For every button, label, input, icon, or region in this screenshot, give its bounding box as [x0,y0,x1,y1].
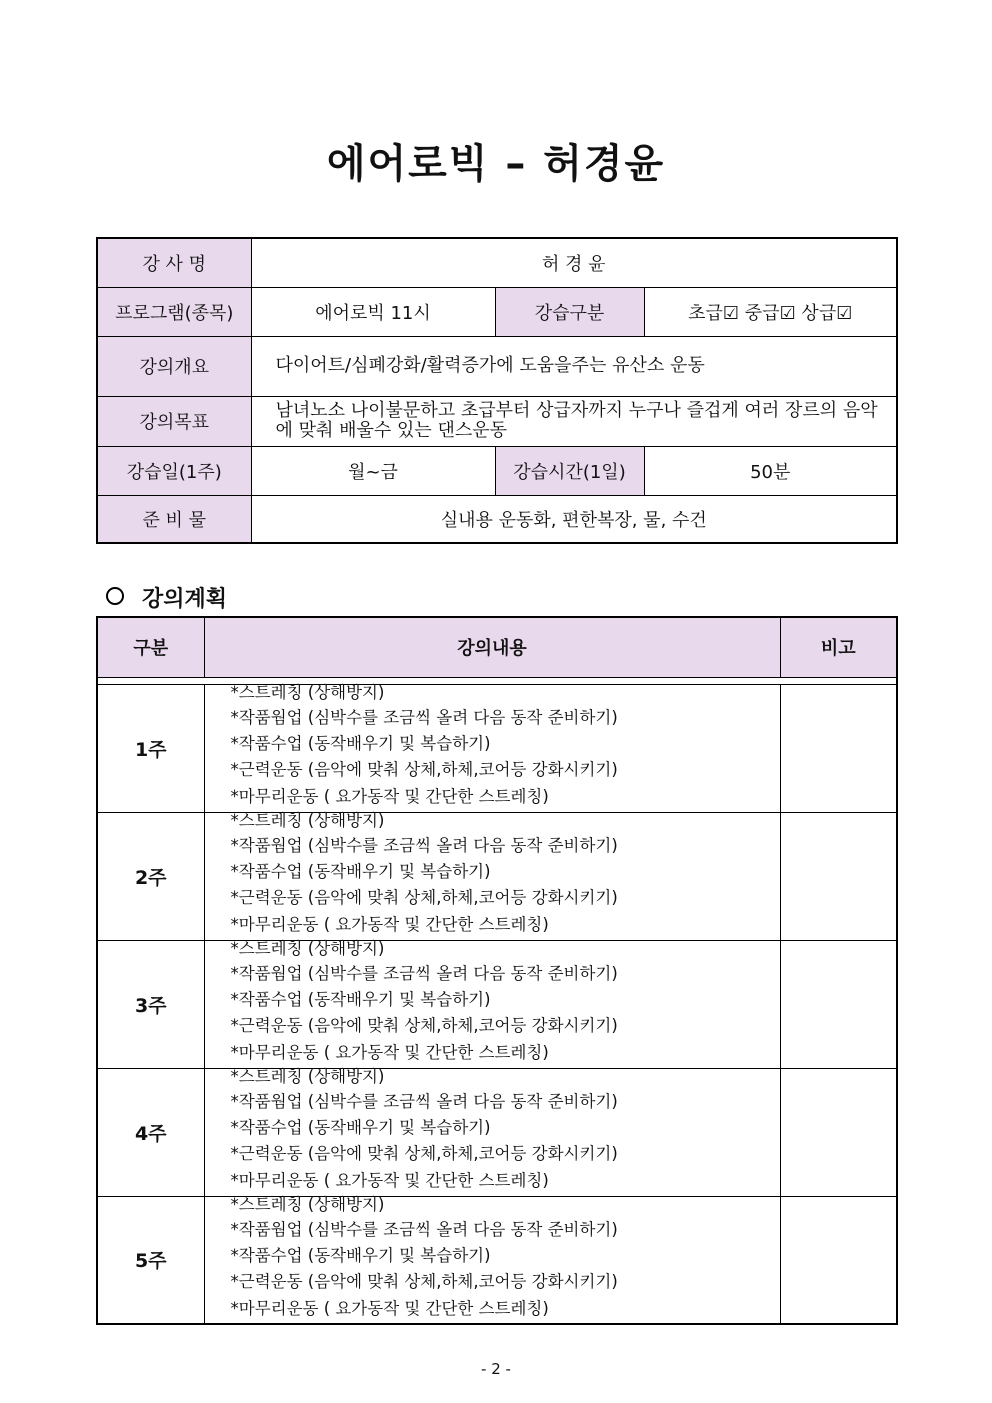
week-content [204,1068,780,1196]
list-item: *마무리운동 ( 요가동작 및 간단한 스트레칭) [230,1042,549,1062]
instructor-value: 허 경 윤 [251,238,897,287]
list-item: *스트레칭 (상해방지) [230,1066,385,1086]
week-note [780,684,897,812]
table-row [97,940,897,1068]
list-item: *작품웜업 (심박수를 조금씩 올려 다음 동작 준비하기) [230,963,618,983]
lecture-plan-table [96,616,898,1325]
week-note [780,1068,897,1196]
supplies-label: 준 비 물 [97,495,251,543]
header-spacer [97,677,897,684]
overview-value: 다이어트/심폐강화/활력증가에 도움을주는 유산소 운동 [251,336,897,396]
page-number: - 2 - [481,1360,511,1378]
program-label: 프로그램(종목) [97,287,251,336]
list-item: *근력운동 (음악에 맞춰 상체,하체,코어등 강화시키기) [230,760,618,780]
list-item: *스트레칭 (상해방지) [230,810,385,830]
week-label: 3주 [97,940,204,1068]
list-item: *근력운동 (음악에 맞춰 상체,하체,코어등 강화시키기) [230,1144,618,1164]
header-note: 비고 [780,617,897,677]
overview-label: 강의개요 [97,336,251,396]
week-content [204,684,780,812]
week-content [204,812,780,940]
list-item: *작품수업 (동작배우기 및 복습하기) [230,1245,491,1265]
list-item: *마무리운동 ( 요가동작 및 간단한 스트레칭) [230,1170,549,1190]
supplies-value: 실내용 운동화, 편한복장, 물, 수건 [251,495,897,543]
header-content: 강의내용 [204,617,780,677]
days-label: 강습일(1주) [97,446,251,495]
instructor-label: 강 사 명 [97,238,251,287]
list-item: *근력운동 (음악에 맞춰 상체,하체,코어등 강화시키기) [230,888,618,908]
level-value: 초급☑ 중급☑ 상급☑ [644,287,897,336]
list-item: *작품수업 (동작배우기 및 복습하기) [230,861,491,881]
list-item: *작품웜업 (심박수를 조금씩 올려 다음 동작 준비하기) [230,1219,618,1239]
header-category: 구분 [97,617,204,677]
course-info-table [96,237,898,544]
week-note [780,1196,897,1324]
week-label: 5주 [97,1196,204,1324]
list-item: *마무리운동 ( 요가동작 및 간단한 스트레칭) [230,1298,549,1318]
week-content [204,1196,780,1324]
program-value: 에어로빅 11시 [251,287,495,336]
table-row [97,684,897,812]
list-item: *스트레칭 (상해방지) [230,938,385,958]
list-item: *작품웜업 (심박수를 조금씩 올려 다음 동작 준비하기) [230,707,618,727]
time-label: 강습시간(1일) [495,446,644,495]
list-item: *스트레칭 (상해방지) [230,682,385,702]
week-content [204,940,780,1068]
list-item: *작품수업 (동작배우기 및 복습하기) [230,733,491,753]
days-value: 월~금 [251,446,495,495]
section-heading [106,582,227,613]
week-note [780,940,897,1068]
list-item: *작품웜업 (심박수를 조금씩 올려 다음 동작 준비하기) [230,835,618,855]
list-item: *작품수업 (동작배우기 및 복습하기) [230,989,491,1009]
circle-bullet-icon [106,587,124,605]
page-title: 에어로빅 – 허경윤 [326,141,666,187]
list-item: *스트레칭 (상해방지) [230,1194,385,1214]
week-label: 1주 [97,684,204,812]
table-row [97,1196,897,1324]
list-item: *근력운동 (음악에 맞춰 상체,하체,코어등 강화시키기) [230,1272,618,1292]
section-title: 강의계획 [142,587,228,612]
time-value: 50분 [644,446,897,495]
level-label: 강습구분 [495,287,644,336]
week-label: 4주 [97,1068,204,1196]
table-row [97,812,897,940]
list-item: *마무리운동 ( 요가동작 및 간단한 스트레칭) [230,914,549,934]
list-item: *근력운동 (음악에 맞춰 상체,하체,코어등 강화시키기) [230,1016,618,1036]
goal-value: 남녀노소 나이불문하고 초급부터 상급자까지 누구나 즐겁게 여러 장르의 음악에 맞춰 배울수 있는 댄스운동 [251,396,897,446]
list-item: *마무리운동 ( 요가동작 및 간단한 스트레칭) [230,786,549,806]
week-label: 2주 [97,812,204,940]
goal-label: 강의목표 [97,396,251,446]
week-note [780,812,897,940]
list-item: *작품웜업 (심박수를 조금씩 올려 다음 동작 준비하기) [230,1091,618,1111]
table-row [97,1068,897,1196]
list-item: *작품수업 (동작배우기 및 복습하기) [230,1117,491,1137]
